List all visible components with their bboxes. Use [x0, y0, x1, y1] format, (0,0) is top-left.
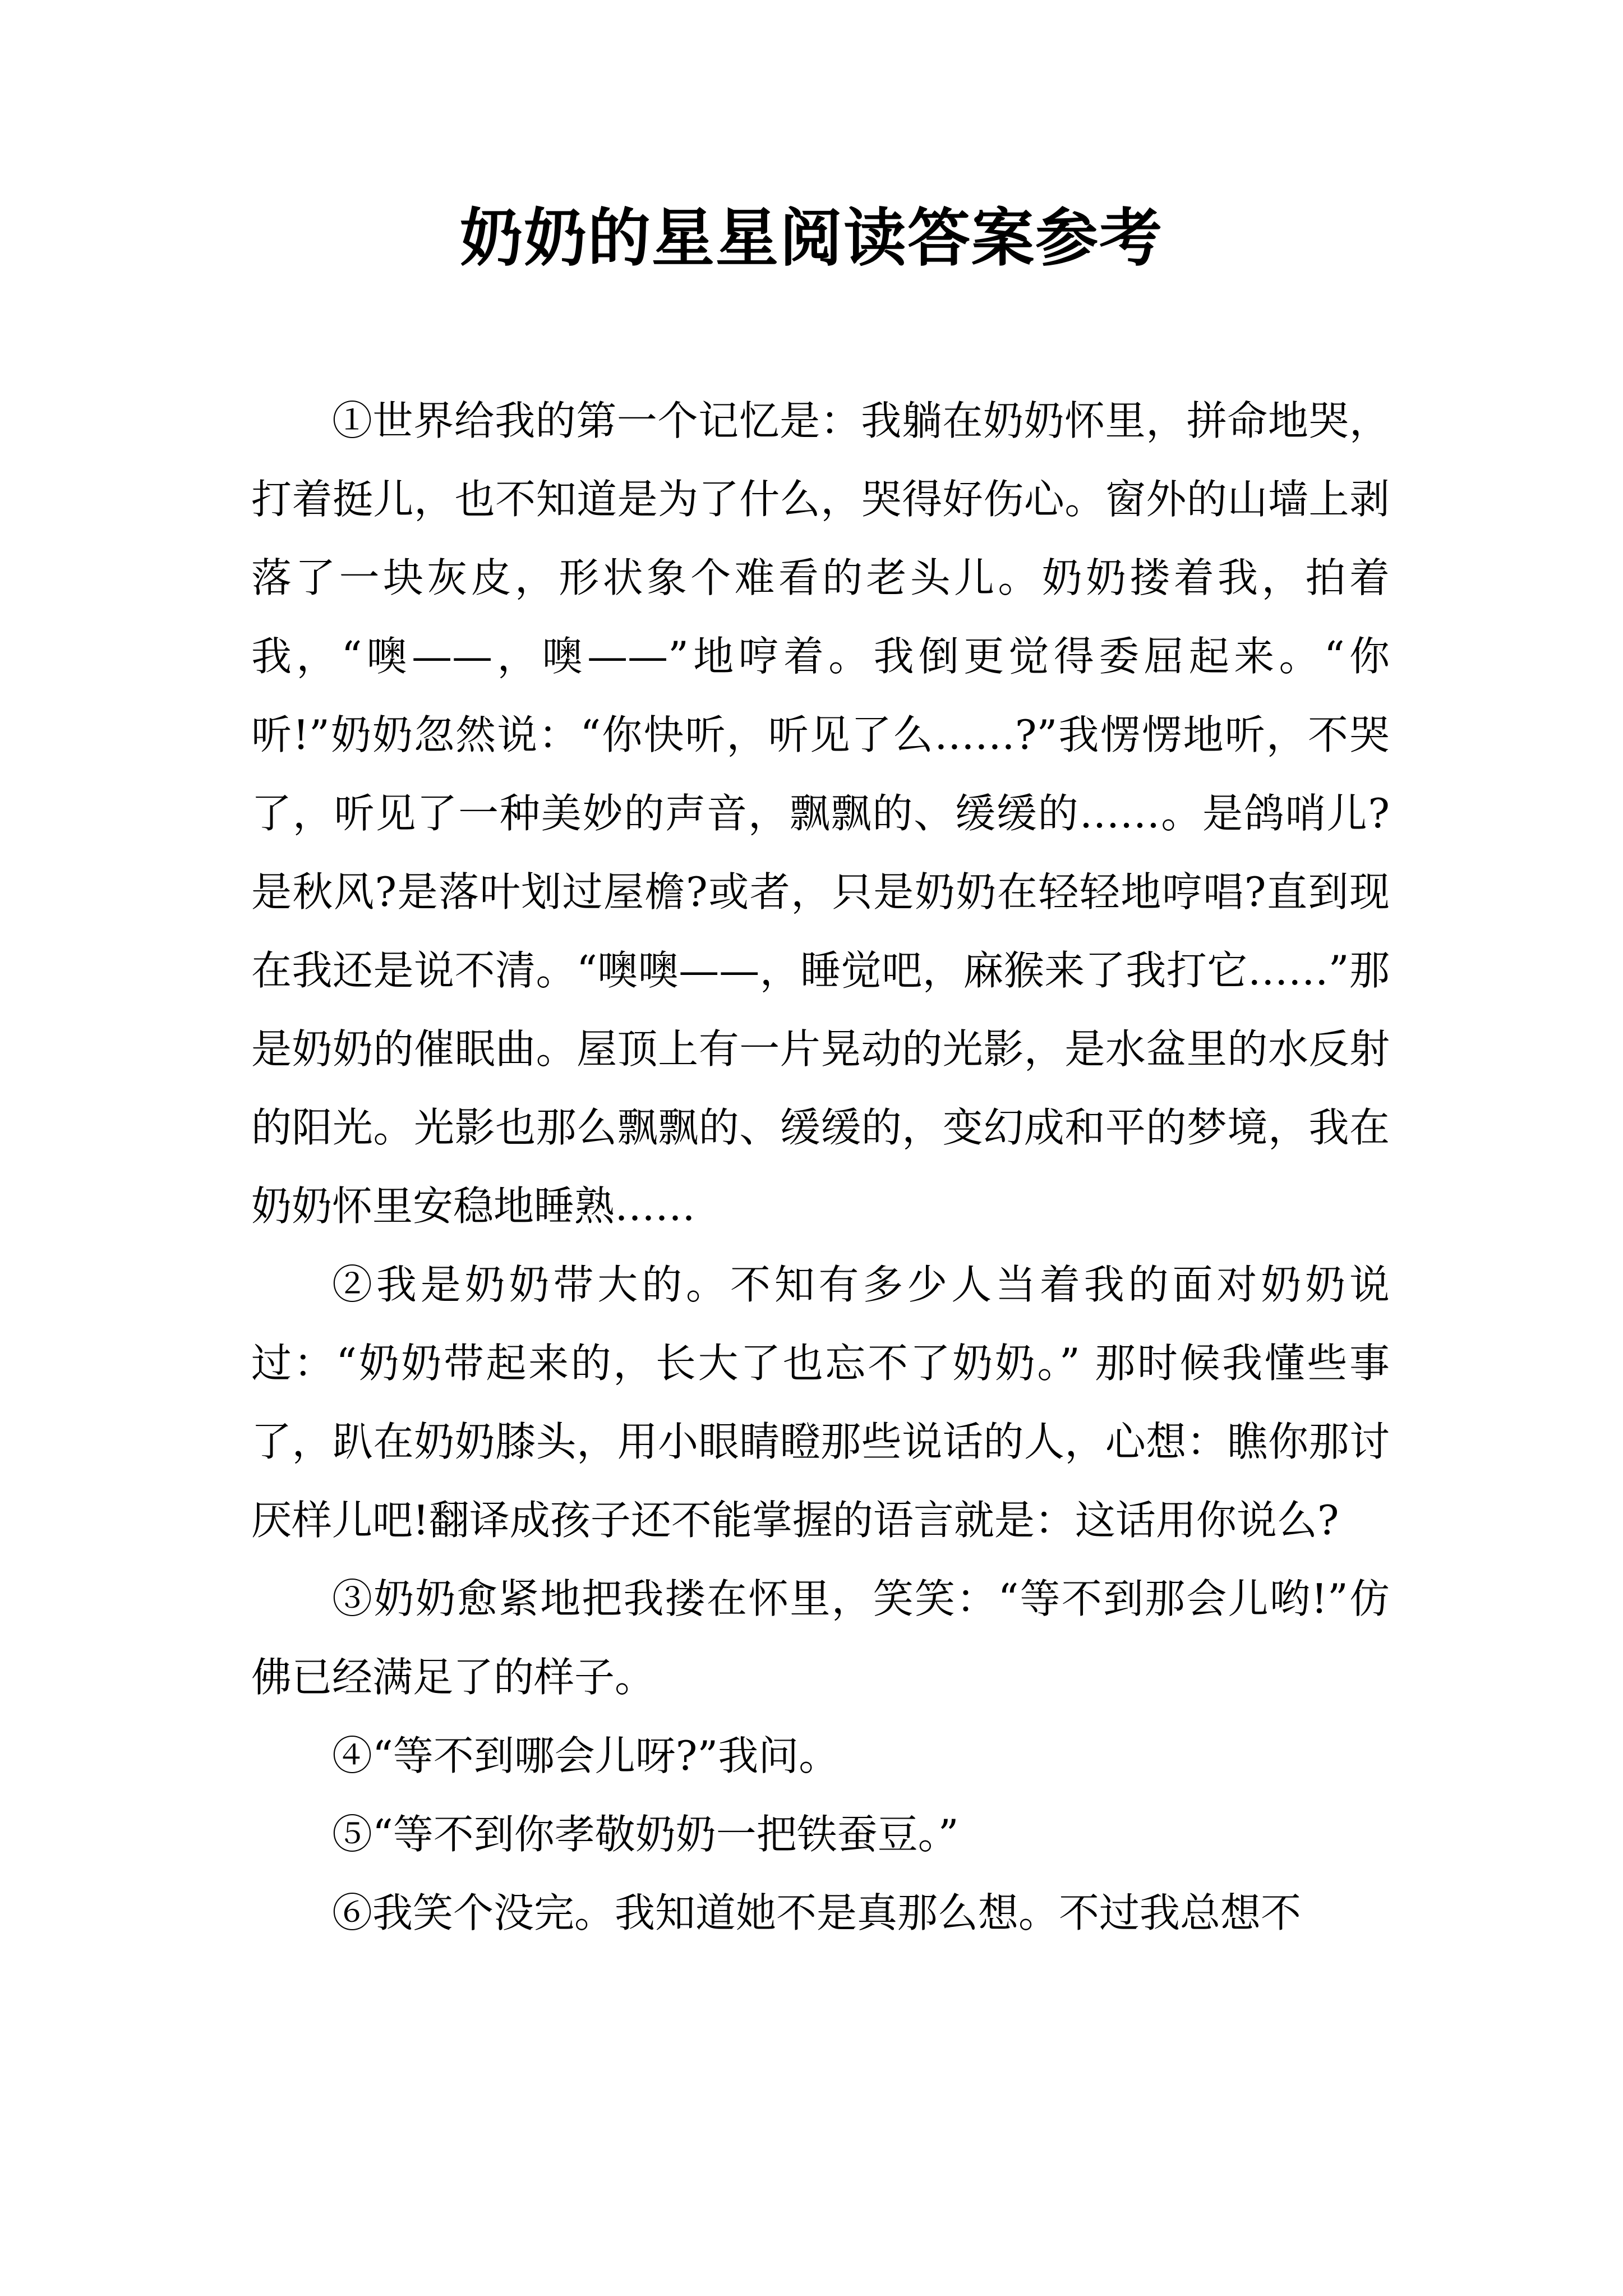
paragraph-5: ⑤“等不到你孝敬奶奶一把铁蚕豆。”: [332, 1811, 959, 1858]
paragraph-6: ⑥我笑个没完。我知道她不是真那么想。不过我总想不: [332, 1889, 1302, 1936]
paragraph-2: ②我是奶奶带大的。不知有多少人当着我的面对奶奶说过：“奶奶带起来的，长大了也忘不了奶奶。” 那时候我懂些事了，趴在奶奶膝头，用小眼睛瞪那些说话的人，心想：瞧你那讨厌样儿吧!翻译成孩子还不能掌握的语言就是：这话用你说么?: [251, 1261, 1390, 1544]
document-title: 奶奶的星星阅读答案参考: [460, 201, 1163, 275]
document-body: [251, 381, 1390, 1952]
paragraph-4: ④“等不到哪会儿呀?”我问。: [332, 1732, 840, 1779]
paragraph-3: ③奶奶愈紧地把我搂在怀里，笑笑：“等不到那会儿哟!”仿佛已经满足了的样子。: [251, 1575, 1390, 1701]
paragraph-1: ①世界给我的第一个记忆是：我躺在奶奶怀里，拼命地哭，打着挺儿，也不知道是为了什么，哭得好伤心。窗外的山墙上剥落了一块灰皮，形状象个难看的老头儿。奶奶搂着我，拍着我，“噢——，噢——”地哼着。我倒更觉得委屈起来。“你听!”奶奶忽然说：“你快听，听见了么……?”我愣愣地听，不哭了，听见了一种美妙的声音，飘飘的、缓缓的……。是鸽哨儿?是秋风?是落叶划过屋檐?或者，只是奶奶在轻轻地哼唱?直到现在我还是说不清。“噢噢——，睡觉吧，麻猴来了我打它……”那是奶奶的催眠曲。屋顶上有一片晃动的光影，是水盆里的水反射的阳光。光影也那么飘飘的、缓缓的，变幻成和平的梦境，我在奶奶怀里安稳地睡熟……: [251, 397, 1390, 1230]
